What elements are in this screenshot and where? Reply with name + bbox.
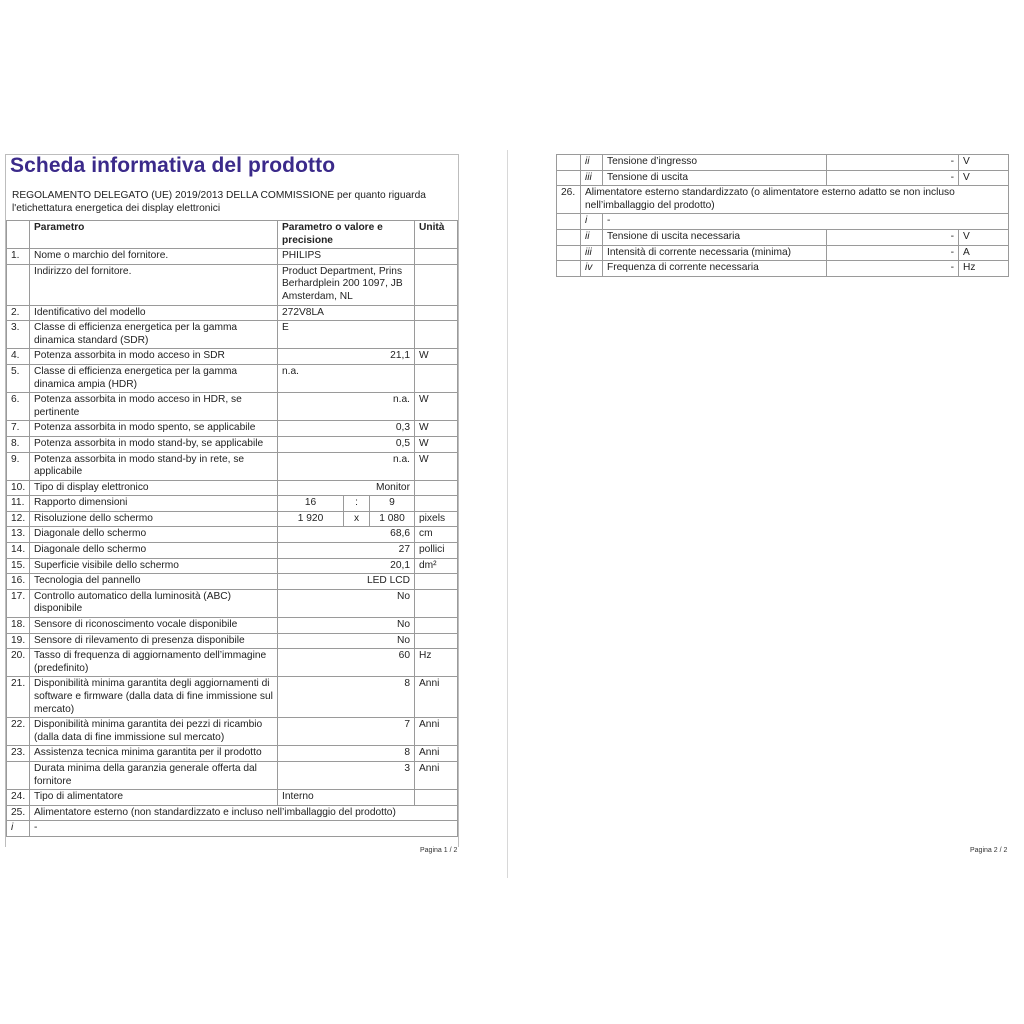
row-value: Monitor [278, 480, 415, 496]
document-subtitle: REGOLAMENTO DELEGATO (UE) 2019/2013 DELLA COMMISSIONE per quanto riguarda l'etichettatura energetica dei display elettronici [12, 190, 426, 215]
row-unit: W [415, 393, 458, 421]
row-number: 15. [7, 558, 30, 574]
sub-value: - [827, 229, 959, 245]
table-row-25-sub [7, 821, 458, 837]
row-unit [415, 321, 458, 349]
row-number: 7. [7, 421, 30, 437]
table-row [7, 527, 458, 543]
row-label: Tasso di frequenza di aggiornamento dell’immagine (predefinito) [30, 649, 278, 677]
row-unit [415, 618, 458, 634]
empty-num-cell [557, 261, 581, 277]
row-label: Controllo automatico della luminosità (ABC) disponibile [30, 589, 278, 617]
sub-number: ii [581, 229, 603, 245]
row-label: Identificativo del modello [30, 305, 278, 321]
row-label: Disponibilità minima garantita dei pezzi di ricambio (dalla data di fine immissione sul mercato) [30, 718, 278, 746]
sub-unit: V [959, 229, 1009, 245]
row-value: 20,1 [278, 558, 415, 574]
row-number: 16. [7, 574, 30, 590]
table-row [7, 790, 458, 806]
row-unit [415, 574, 458, 590]
sub-number: i [7, 821, 30, 837]
header-num-cell [7, 221, 30, 249]
table-row [7, 421, 458, 437]
row-value: PHILIPS [278, 249, 415, 265]
table-header-row [7, 221, 458, 249]
row-number: 6. [7, 393, 30, 421]
row-value: No [278, 618, 415, 634]
sub-number: iv [581, 261, 603, 277]
row-value-left: 16 [278, 496, 344, 512]
empty-num-cell [557, 155, 581, 171]
row-label: Durata minima della garanzia generale offerta dal fornitore [30, 761, 278, 789]
table-row [7, 677, 458, 718]
row-number: 14. [7, 543, 30, 559]
row-number: 19. [7, 633, 30, 649]
row-label: Potenza assorbita in modo spento, se applicabile [30, 421, 278, 437]
row-label: Disponibilità minima garantita degli aggiornamenti di software e firmware (dalla data di fine immissione sul mercato) [30, 677, 278, 718]
table-row [7, 436, 458, 452]
sub-number: i [581, 214, 603, 230]
row-label: Potenza assorbita in modo acceso in SDR [30, 349, 278, 365]
table-row [7, 589, 458, 617]
row-value: E [278, 321, 415, 349]
row-label: Classe di efficienza energetica per la gamma dinamica ampia (HDR) [30, 364, 278, 392]
row-value: 7 [278, 718, 415, 746]
row-value: Interno [278, 790, 415, 806]
table-row [7, 649, 458, 677]
row-value-sep: : [344, 496, 370, 512]
table-row [7, 718, 458, 746]
row-value: 21,1 [278, 349, 415, 365]
row-number: 23. [7, 746, 30, 762]
row-unit [415, 633, 458, 649]
sub-label: Frequenza di corrente necessaria [603, 261, 827, 277]
page-number-2: Pagina 2 / 2 [970, 847, 1008, 854]
row-unit [415, 589, 458, 617]
row-value: 0,5 [278, 436, 415, 452]
row-value: 8 [278, 746, 415, 762]
row-value: n.a. [278, 452, 415, 480]
row-number: 13. [7, 527, 30, 543]
row-unit: Anni [415, 718, 458, 746]
sub-value: - [827, 155, 959, 171]
row-value: LED LCD [278, 574, 415, 590]
row-label-wide: Alimentatore esterno standardizzato (o alimentatore esterno adatto se non incluso nell’imballaggio del prodotto) [581, 186, 1009, 214]
empty-num-cell [557, 214, 581, 230]
sub-number: iii [581, 245, 603, 261]
row-value: 0,3 [278, 421, 415, 437]
row-label: Tipo di display elettronico [30, 480, 278, 496]
table-row [557, 261, 1009, 277]
table-row [7, 321, 458, 349]
row-value: 60 [278, 649, 415, 677]
row-label: Rapporto dimensioni [30, 496, 278, 512]
row-label: Classe di efficienza energetica per la gamma dinamica standard (SDR) [30, 321, 278, 349]
row-unit: Anni [415, 746, 458, 762]
sub-label: Tensione di uscita necessaria [603, 229, 827, 245]
row-label: Potenza assorbita in modo stand-by, se applicabile [30, 436, 278, 452]
power-supply-table [556, 154, 1009, 277]
table-row [557, 155, 1009, 171]
row-number: 12. [7, 511, 30, 527]
row-unit: dm² [415, 558, 458, 574]
table-row [7, 305, 458, 321]
sub-number: ii [581, 155, 603, 171]
row-label: Superficie visibile dello schermo [30, 558, 278, 574]
row-number [7, 264, 30, 305]
table-row [7, 393, 458, 421]
row-unit: cm [415, 527, 458, 543]
table-row [7, 364, 458, 392]
row-value-sep: x [344, 511, 370, 527]
row-value: 272V8LA [278, 305, 415, 321]
row-label: Diagonale dello schermo [30, 527, 278, 543]
row-unit [415, 480, 458, 496]
table-row [557, 229, 1009, 245]
row-unit: pixels [415, 511, 458, 527]
row-number: 17. [7, 589, 30, 617]
sub-value: - [603, 214, 1009, 230]
row-number: 1. [7, 249, 30, 265]
row-value: 68,6 [278, 527, 415, 543]
row-unit [415, 790, 458, 806]
row-label: Potenza assorbita in modo stand-by in rete, se applicabile [30, 452, 278, 480]
row-label: Sensore di riconoscimento vocale disponibile [30, 618, 278, 634]
header-value: Parametro o valore e precisione [278, 221, 415, 249]
row-value-right: 1 080 [370, 511, 415, 527]
row-unit [415, 305, 458, 321]
row-label: Tecnologia del pannello [30, 574, 278, 590]
page-number: Pagina 1 / 2 [420, 847, 458, 854]
table-row [7, 264, 458, 305]
row-label-wide: Alimentatore esterno (non standardizzato e incluso nell’imballaggio del prodotto) [30, 805, 458, 821]
table-row [7, 452, 458, 480]
table-row [7, 633, 458, 649]
document-title: Scheda informativa del prodotto [10, 154, 336, 177]
table-row [7, 480, 458, 496]
row-label: Nome o marchio del fornitore. [30, 249, 278, 265]
row-label: Indirizzo del fornitore. [30, 264, 278, 305]
row-number: 26. [557, 186, 581, 214]
sub-unit: Hz [959, 261, 1009, 277]
row-label: Diagonale dello schermo [30, 543, 278, 559]
row-value: n.a. [278, 393, 415, 421]
table-row [7, 558, 458, 574]
row-number: 25. [7, 805, 30, 821]
row-number: 10. [7, 480, 30, 496]
header-unit: Unità [415, 221, 458, 249]
row-number: 24. [7, 790, 30, 806]
table-row [7, 746, 458, 762]
row-label: Tipo di alimentatore [30, 790, 278, 806]
row-unit: W [415, 436, 458, 452]
row-number [7, 761, 30, 789]
row-number: 2. [7, 305, 30, 321]
sub-number: iii [581, 170, 603, 186]
header-param: Parametro [30, 221, 278, 249]
row-unit [415, 249, 458, 265]
sub-value: - [827, 170, 959, 186]
empty-num-cell [557, 170, 581, 186]
table-row-26-sub-i [557, 214, 1009, 230]
row-number: 18. [7, 618, 30, 634]
row-unit: Anni [415, 761, 458, 789]
row-value: 27 [278, 543, 415, 559]
table-row [7, 574, 458, 590]
sub-value: - [827, 261, 959, 277]
table-row [7, 349, 458, 365]
row-number: 5. [7, 364, 30, 392]
empty-num-cell [557, 229, 581, 245]
table-row [7, 496, 458, 512]
row-number: 3. [7, 321, 30, 349]
sub-value: - [30, 821, 458, 837]
row-label: Potenza assorbita in modo acceso in HDR, se pertinente [30, 393, 278, 421]
table-row [7, 618, 458, 634]
table-row-25 [7, 805, 458, 821]
row-number: 11. [7, 496, 30, 512]
row-unit [415, 264, 458, 305]
row-value: n.a. [278, 364, 415, 392]
row-unit: W [415, 421, 458, 437]
table-row [7, 511, 458, 527]
row-value: Product Department, Prins Berhardplein 200 1097, JB Amsterdam, NL [278, 264, 415, 305]
row-unit: Anni [415, 677, 458, 718]
sub-value: - [827, 245, 959, 261]
row-value: No [278, 633, 415, 649]
row-unit: W [415, 452, 458, 480]
table-row [557, 245, 1009, 261]
row-value-right: 9 [370, 496, 415, 512]
sub-unit: A [959, 245, 1009, 261]
sub-label: Tensione di uscita [603, 170, 827, 186]
row-unit [415, 364, 458, 392]
row-number: 4. [7, 349, 30, 365]
row-label: Assistenza tecnica minima garantita per il prodotto [30, 746, 278, 762]
sub-unit: V [959, 155, 1009, 171]
product-info-table [6, 220, 458, 837]
row-number: 8. [7, 436, 30, 452]
row-unit: Hz [415, 649, 458, 677]
row-unit: pollici [415, 543, 458, 559]
row-unit: W [415, 349, 458, 365]
row-number: 9. [7, 452, 30, 480]
table-row [7, 543, 458, 559]
sub-label: Intensità di corrente necessaria (minima) [603, 245, 827, 261]
row-number: 21. [7, 677, 30, 718]
sub-label: Tensione d’ingresso [603, 155, 827, 171]
table-row-26 [557, 186, 1009, 214]
table-row [557, 170, 1009, 186]
row-label: Sensore di rilevamento di presenza disponibile [30, 633, 278, 649]
table-row [7, 249, 458, 265]
row-label: Risoluzione dello schermo [30, 511, 278, 527]
row-value-left: 1 920 [278, 511, 344, 527]
row-number: 20. [7, 649, 30, 677]
page-separator [507, 150, 508, 878]
table-row [7, 761, 458, 789]
empty-num-cell [557, 245, 581, 261]
row-value: 3 [278, 761, 415, 789]
sub-unit: V [959, 170, 1009, 186]
row-value: 8 [278, 677, 415, 718]
row-number: 22. [7, 718, 30, 746]
row-unit [415, 496, 458, 512]
row-value: No [278, 589, 415, 617]
